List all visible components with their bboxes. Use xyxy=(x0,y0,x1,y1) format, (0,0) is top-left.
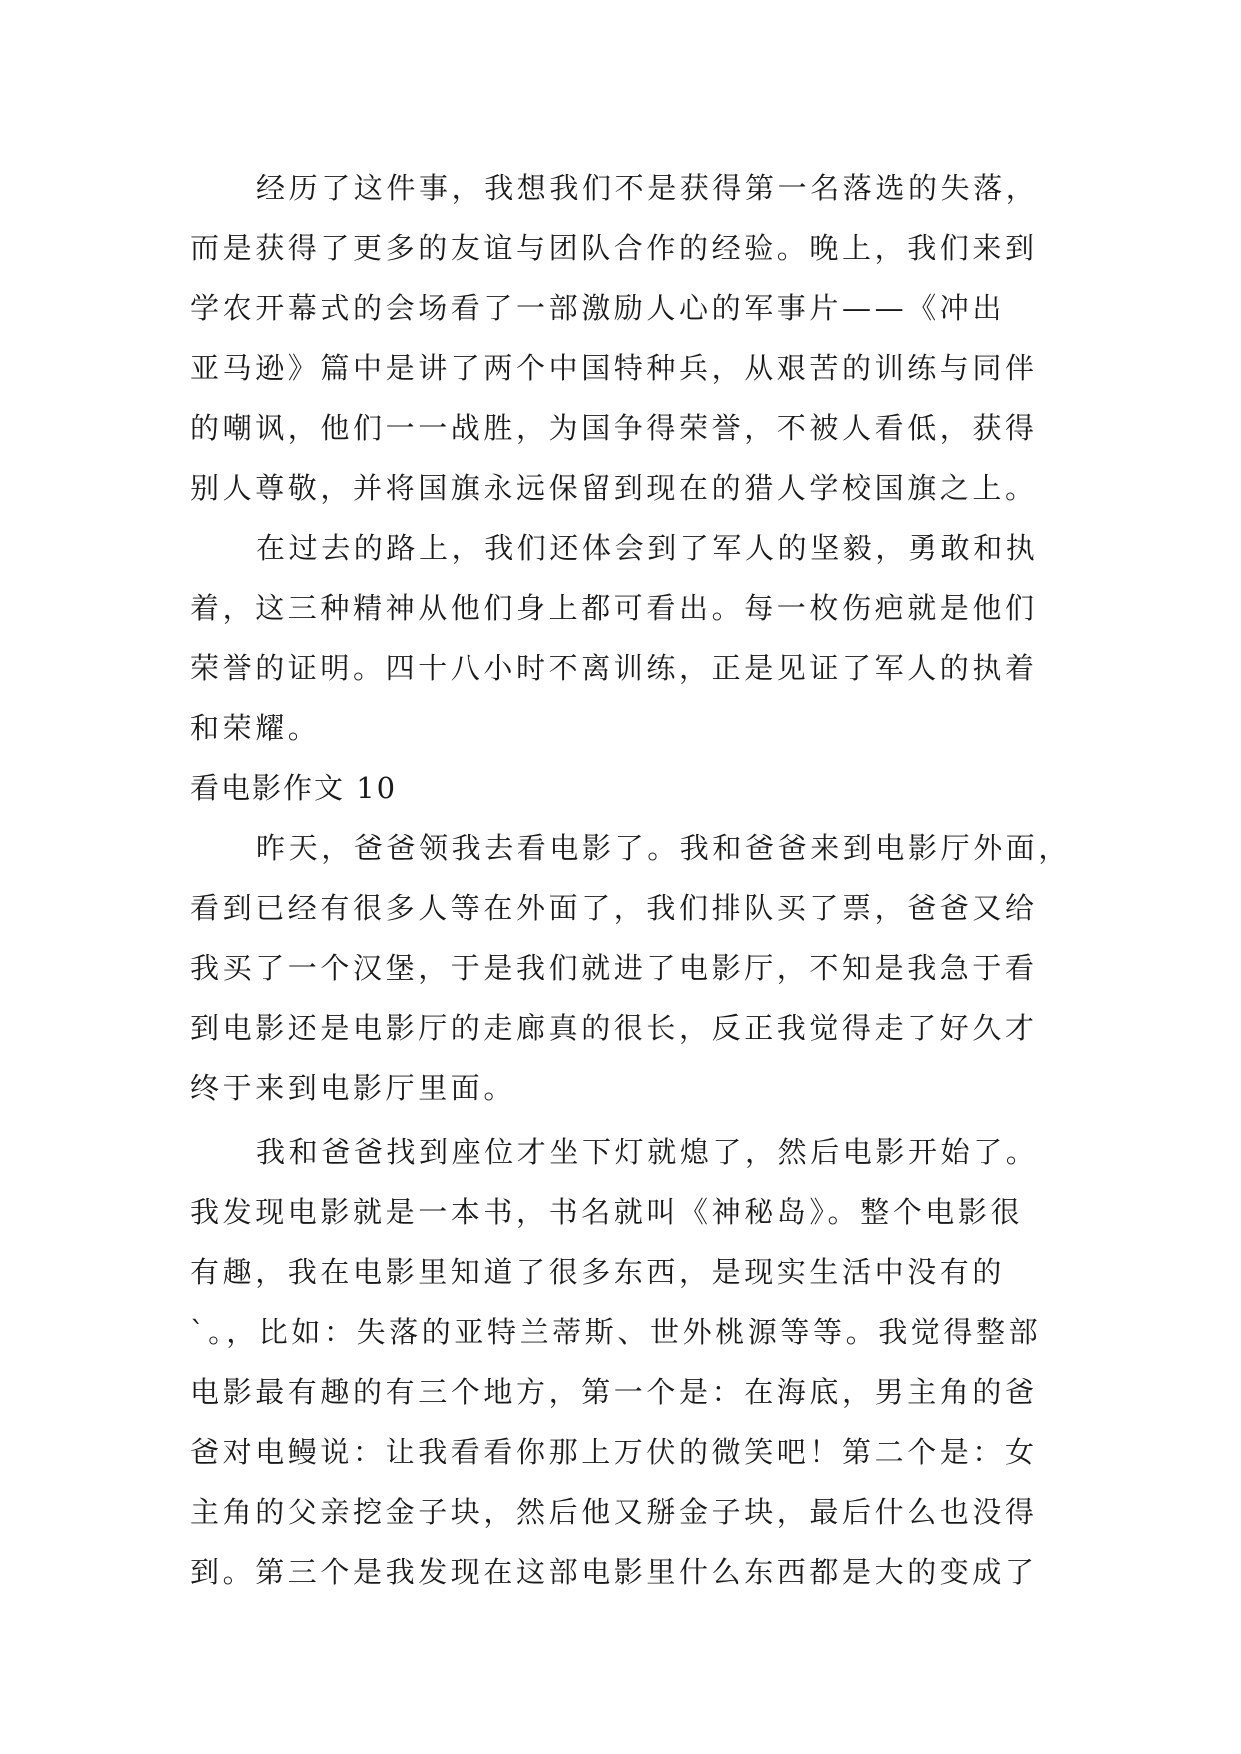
paragraph xyxy=(190,818,1070,1118)
text-line: 和荣耀。 xyxy=(190,711,321,745)
section-heading: 看电影作文 10 xyxy=(190,771,398,805)
text-line: 而是获得了更多的友谊与团队合作的经验。晚上，我们来到 xyxy=(190,231,1038,265)
text-line: `。，比如：失落的亚特兰蒂斯、世外桃源等等。我觉得整部 xyxy=(190,1315,1042,1349)
text-line: 我和爸爸找到座位才坐下灯就熄了，然后电影开始了。 xyxy=(256,1135,1039,1169)
text-line: 电影最有趣的有三个地方，第一个是：在海底，男主角的爸 xyxy=(190,1375,1038,1409)
text-line: 到电影还是电影厅的走廊真的很长，反正我觉得走了好久才 xyxy=(190,1011,1038,1045)
text-line: 亚马逊》篇中是讲了两个中国特种兵，从艰苦的训练与同伴 xyxy=(190,351,1038,385)
text-line: 学农开幕式的会场看了一部激励人心的军事片——《冲出 xyxy=(190,291,1006,325)
text-line: 我买了一个汉堡，于是我们就进了电影厅，不知是我急于看 xyxy=(190,951,1038,985)
text-line: 看到已经有很多人等在外面了，我们排队买了票，爸爸又给 xyxy=(190,891,1038,925)
text-line: 我发现电影就是一本书，书名就叫《神秘岛》。整个电影很 xyxy=(190,1195,1024,1229)
paragraph xyxy=(190,518,1070,758)
text-line: 有趣，我在电影里知道了很多东西，是现实生活中没有的 xyxy=(190,1255,1006,1289)
text-line: 别人尊敬，并将国旗永远保留到现在的猎人学校国旗之上。 xyxy=(190,471,1038,505)
text-line: 着，这三种精神从他们身上都可看出。每一枚伤疤就是他们 xyxy=(190,591,1038,625)
document-page xyxy=(190,158,1070,1602)
text-line: 昨天，爸爸领我去看电影了。我和爸爸来到电影厅外面， xyxy=(256,831,1072,865)
text-line: 的嘲讽，他们一一战胜，为国争得荣誉，不被人看低，获得 xyxy=(190,411,1038,445)
text-line: 主角的父亲挖金子块，然后他又掰金子块，最后什么也没得 xyxy=(190,1495,1038,1529)
paragraph xyxy=(190,158,1070,518)
text-line: 终于来到电影厅里面。 xyxy=(190,1071,517,1105)
text-line: 在过去的路上，我们还体会到了军人的坚毅，勇敢和执 xyxy=(256,531,1039,565)
text-line: 经历了这件事，我想我们不是获得第一名落选的失落， xyxy=(256,171,1039,205)
paragraph xyxy=(190,1122,1070,1602)
text-line: 到。第三个是我发现在这部电影里什么东西都是大的变成了 xyxy=(190,1555,1038,1589)
text-line: 爸对电鳗说：让我看看你那上万伏的微笑吧！第二个是：女 xyxy=(190,1435,1038,1469)
text-line: 荣誉的证明。四十八小时不离训练，正是见证了军人的执着 xyxy=(190,651,1038,685)
